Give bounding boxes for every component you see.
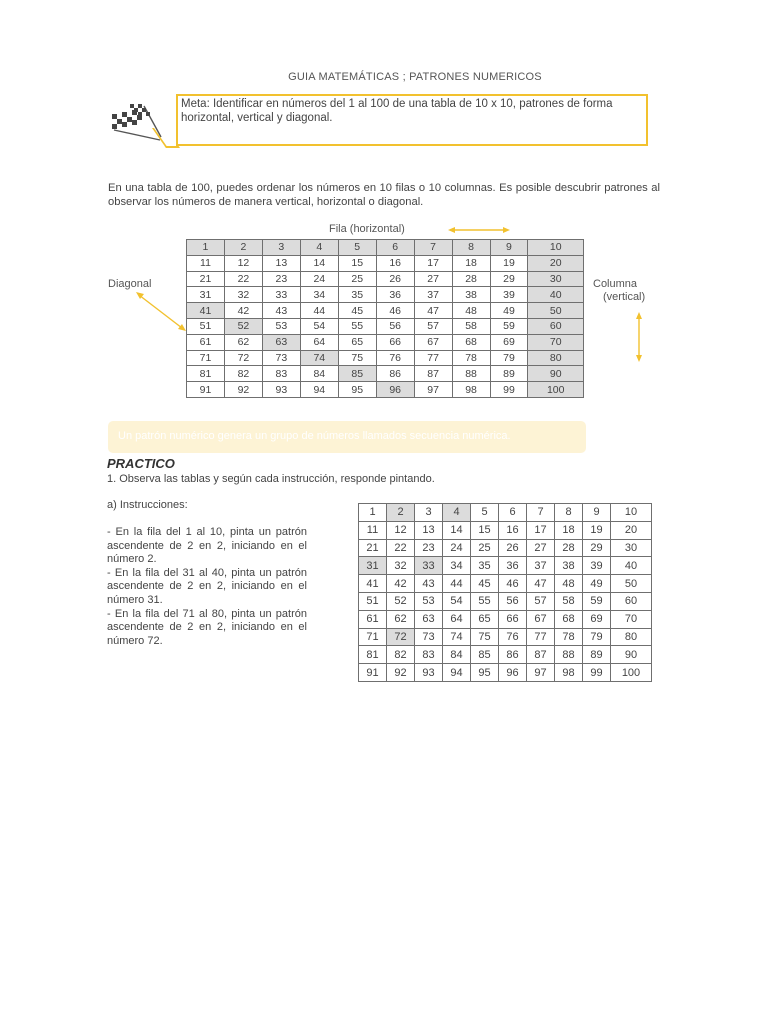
grid-cell: 68	[452, 334, 490, 350]
grid-cell: 80	[528, 350, 584, 366]
grid-cell: 13	[415, 521, 443, 539]
grid-cell: 92	[224, 382, 262, 398]
grid-cell: 96	[499, 664, 527, 682]
grid-row	[359, 592, 652, 610]
grid-cell: 22	[387, 539, 415, 557]
grid-cell: 39	[583, 557, 611, 575]
grid-cell: 62	[387, 610, 415, 628]
grid-cell: 80	[611, 628, 652, 646]
grid-cell: 90	[528, 366, 584, 382]
grid-cell: 56	[376, 318, 414, 334]
grid-cell: 40	[528, 287, 584, 303]
grid-cell: 79	[583, 628, 611, 646]
grid-cell: 72	[387, 628, 415, 646]
grid-cell: 91	[359, 664, 387, 682]
grid-cell: 16	[376, 255, 414, 271]
grid-cell: 22	[224, 271, 262, 287]
grid-cell: 87	[527, 646, 555, 664]
grid-cell: 76	[376, 350, 414, 366]
grid-row	[359, 521, 652, 539]
grid-cell: 27	[414, 271, 452, 287]
grid-row	[359, 646, 652, 664]
grid-cell: 13	[262, 255, 300, 271]
grid-cell: 82	[387, 646, 415, 664]
grid-cell: 29	[583, 539, 611, 557]
grid-cell: 7	[414, 240, 452, 256]
grid-cell: 70	[528, 334, 584, 350]
grid-cell: 63	[415, 610, 443, 628]
grid-cell: 98	[452, 382, 490, 398]
grid-cell: 92	[387, 664, 415, 682]
grid-cell: 7	[527, 504, 555, 522]
grid-cell: 77	[527, 628, 555, 646]
grid-cell: 15	[338, 255, 376, 271]
grid-cell: 55	[471, 592, 499, 610]
instructions-label: a) Instrucciones:	[107, 499, 188, 511]
grid-cell: 5	[338, 240, 376, 256]
grid-cell: 8	[452, 240, 490, 256]
grid-cell: 24	[300, 271, 338, 287]
grid-cell: 8	[555, 504, 583, 522]
grid-cell: 42	[224, 303, 262, 319]
grid-cell: 38	[452, 287, 490, 303]
grid-cell: 55	[338, 318, 376, 334]
grid-cell: 10	[528, 240, 584, 256]
grid-cell: 18	[555, 521, 583, 539]
goal-text	[178, 98, 640, 125]
grid-cell: 53	[262, 318, 300, 334]
grid-cell: 1	[187, 240, 225, 256]
grid-cell: 48	[555, 575, 583, 593]
callout-text: Un patrón numérico genera un grupo de números llamados secuencia numérica.	[118, 430, 511, 442]
grid-cell: 94	[300, 382, 338, 398]
column-label	[593, 278, 645, 304]
grid-cell: 44	[443, 575, 471, 593]
grid-cell: 34	[300, 287, 338, 303]
grid-cell: 26	[499, 539, 527, 557]
grid-cell: 14	[300, 255, 338, 271]
grid-cell: 19	[583, 521, 611, 539]
grid-cell: 11	[187, 255, 225, 271]
grid-row	[187, 334, 584, 350]
grid-cell: 5	[471, 504, 499, 522]
practice-title: PRACTICO	[107, 456, 175, 471]
grid-cell: 33	[415, 557, 443, 575]
grid-cell: 26	[376, 271, 414, 287]
grid-cell: 18	[452, 255, 490, 271]
grid-row	[187, 366, 584, 382]
vertical-arrow-icon	[633, 312, 645, 362]
grid-cell: 83	[262, 366, 300, 382]
grid-cell: 12	[224, 255, 262, 271]
grid-cell: 93	[262, 382, 300, 398]
grid-cell: 75	[471, 628, 499, 646]
grid-cell: 37	[414, 287, 452, 303]
grid-cell: 89	[583, 646, 611, 664]
grid-cell: 72	[224, 350, 262, 366]
grid-cell: 16	[499, 521, 527, 539]
grid-cell: 81	[187, 366, 225, 382]
grid-row	[187, 240, 584, 256]
grid-cell: 65	[471, 610, 499, 628]
grid-cell: 3	[262, 240, 300, 256]
grid-cell: 20	[611, 521, 652, 539]
grid-cell: 98	[555, 664, 583, 682]
grid-cell: 61	[187, 334, 225, 350]
grid-cell: 32	[387, 557, 415, 575]
grid-cell: 43	[262, 303, 300, 319]
grid-cell: 100	[528, 382, 584, 398]
grid-cell: 88	[555, 646, 583, 664]
grid-cell: 2	[224, 240, 262, 256]
grid-cell: 17	[527, 521, 555, 539]
grid-cell: 24	[443, 539, 471, 557]
grid-cell: 36	[499, 557, 527, 575]
grid-cell: 50	[611, 575, 652, 593]
goal-line-2: horizontal, vertical y diagonal.	[181, 111, 333, 124]
grid-cell: 45	[338, 303, 376, 319]
grid-row	[187, 303, 584, 319]
grid-cell: 95	[471, 664, 499, 682]
grid-cell: 40	[611, 557, 652, 575]
grid-cell: 31	[359, 557, 387, 575]
document-title: GUIA MATEMÁTICAS ; PATRONES NUMERICOS	[288, 71, 542, 83]
grid-cell: 27	[527, 539, 555, 557]
grid-cell: 47	[527, 575, 555, 593]
grid-cell: 49	[583, 575, 611, 593]
grid-cell: 28	[452, 271, 490, 287]
grid-cell: 67	[527, 610, 555, 628]
grid-cell: 70	[611, 610, 652, 628]
grid-cell: 100	[611, 664, 652, 682]
intro-paragraph: En una tabla de 100, puedes ordenar los números en 10 filas o 10 columnas. Es posible descubrir patrones al observar los números de manera vertical, horizontal o diagonal.	[108, 182, 660, 208]
grid-cell: 43	[415, 575, 443, 593]
grid-row	[359, 610, 652, 628]
grid-cell: 54	[300, 318, 338, 334]
grid-cell: 51	[187, 318, 225, 334]
grid-cell: 28	[555, 539, 583, 557]
grid-cell: 52	[224, 318, 262, 334]
grid-cell: 9	[583, 504, 611, 522]
grid-cell: 15	[471, 521, 499, 539]
grid-cell: 31	[187, 287, 225, 303]
grid-cell: 71	[187, 350, 225, 366]
grid-cell: 58	[555, 592, 583, 610]
grid-cell: 4	[300, 240, 338, 256]
grid-cell: 66	[499, 610, 527, 628]
grid-cell: 34	[443, 557, 471, 575]
grid-cell: 37	[527, 557, 555, 575]
grid-cell: 93	[415, 664, 443, 682]
grid-cell: 56	[499, 592, 527, 610]
grid-cell: 88	[452, 366, 490, 382]
grid-row	[187, 318, 584, 334]
grid-cell: 19	[490, 255, 528, 271]
grid-cell: 29	[490, 271, 528, 287]
grid-cell: 79	[490, 350, 528, 366]
grid-cell: 74	[300, 350, 338, 366]
grid-row	[359, 539, 652, 557]
grid-cell: 2	[387, 504, 415, 522]
grid-cell: 94	[443, 664, 471, 682]
grid-cell: 46	[376, 303, 414, 319]
grid-cell: 30	[528, 271, 584, 287]
grid-cell: 86	[376, 366, 414, 382]
grid-cell: 53	[415, 592, 443, 610]
grid-cell: 78	[452, 350, 490, 366]
grid-row	[359, 664, 652, 682]
example-number-grid	[186, 239, 584, 398]
grid-cell: 63	[262, 334, 300, 350]
grid-row	[187, 287, 584, 303]
grid-cell: 36	[376, 287, 414, 303]
grid-cell: 30	[611, 539, 652, 557]
instruction-item: - En la fila del 31 al 40, pinta un patrón ascendente de 2 en 2, iniciando en el número 31.	[107, 566, 307, 606]
grid-cell: 68	[555, 610, 583, 628]
grid-cell: 67	[414, 334, 452, 350]
grid-cell: 41	[187, 303, 225, 319]
grid-cell: 21	[359, 539, 387, 557]
grid-cell: 73	[415, 628, 443, 646]
grid-row	[359, 628, 652, 646]
grid-cell: 65	[338, 334, 376, 350]
grid-cell: 44	[300, 303, 338, 319]
grid-cell: 25	[471, 539, 499, 557]
grid-cell: 11	[359, 521, 387, 539]
grid-cell: 95	[338, 382, 376, 398]
grid-cell: 50	[528, 303, 584, 319]
grid-cell: 84	[443, 646, 471, 664]
practice-instruction: 1. Observa las tablas y según cada instrucción, responde pintando.	[107, 473, 435, 485]
instruction-item: - En la fila del 71 al 80, pinta un patrón ascendente de 2 en 2, iniciando en el número 72.	[107, 607, 307, 647]
grid-cell: 61	[359, 610, 387, 628]
grid-cell: 77	[414, 350, 452, 366]
grid-cell: 25	[338, 271, 376, 287]
grid-row	[187, 255, 584, 271]
grid-cell: 51	[359, 592, 387, 610]
grid-cell: 78	[555, 628, 583, 646]
grid-cell: 60	[611, 592, 652, 610]
grid-cell: 35	[338, 287, 376, 303]
grid-cell: 39	[490, 287, 528, 303]
grid-row	[359, 504, 652, 522]
grid-cell: 74	[443, 628, 471, 646]
grid-cell: 64	[443, 610, 471, 628]
grid-cell: 86	[499, 646, 527, 664]
grid-cell: 6	[499, 504, 527, 522]
grid-cell: 20	[528, 255, 584, 271]
grid-cell: 14	[443, 521, 471, 539]
grid-cell: 57	[527, 592, 555, 610]
grid-cell: 32	[224, 287, 262, 303]
grid-cell: 87	[414, 366, 452, 382]
grid-cell: 75	[338, 350, 376, 366]
grid-row	[187, 271, 584, 287]
grid-cell: 96	[376, 382, 414, 398]
grid-cell: 10	[611, 504, 652, 522]
column-label-line-1: Columna	[593, 278, 638, 290]
instructions-list	[107, 526, 307, 648]
grid-row	[187, 382, 584, 398]
goal-line-1: Meta: Identificar en números del 1 al 100 de una tabla de 10 x 10, patrones de forma	[181, 98, 613, 110]
grid-cell: 83	[415, 646, 443, 664]
grid-cell: 99	[490, 382, 528, 398]
grid-cell: 12	[387, 521, 415, 539]
grid-cell: 23	[415, 539, 443, 557]
grid-cell: 21	[187, 271, 225, 287]
grid-cell: 6	[376, 240, 414, 256]
grid-cell: 17	[414, 255, 452, 271]
grid-cell: 62	[224, 334, 262, 350]
grid-cell: 71	[359, 628, 387, 646]
grid-cell: 41	[359, 575, 387, 593]
grid-cell: 85	[471, 646, 499, 664]
grid-cell: 60	[528, 318, 584, 334]
goal-box	[176, 94, 648, 146]
grid-cell: 97	[414, 382, 452, 398]
grid-cell: 91	[187, 382, 225, 398]
practice-number-grid	[358, 503, 652, 682]
grid-cell: 57	[414, 318, 452, 334]
grid-cell: 59	[490, 318, 528, 334]
grid-cell: 33	[262, 287, 300, 303]
grid-cell: 69	[490, 334, 528, 350]
grid-cell: 23	[262, 271, 300, 287]
column-label-line-2: (vertical)	[603, 291, 646, 303]
grid-cell: 97	[527, 664, 555, 682]
grid-cell: 4	[443, 504, 471, 522]
row-label: Fila (horizontal)	[329, 223, 405, 235]
diagonal-label: Diagonal	[108, 278, 152, 290]
checkered-flag-icon	[108, 100, 164, 142]
grid-cell: 73	[262, 350, 300, 366]
grid-cell: 89	[490, 366, 528, 382]
grid-cell: 1	[359, 504, 387, 522]
grid-cell: 38	[555, 557, 583, 575]
grid-cell: 84	[300, 366, 338, 382]
instruction-item: - En la fila del 1 al 10, pinta un patrón ascendente de 2 en 2, iniciando en el número 2.	[107, 526, 307, 566]
grid-cell: 45	[471, 575, 499, 593]
grid-cell: 64	[300, 334, 338, 350]
grid-cell: 9	[490, 240, 528, 256]
grid-cell: 42	[387, 575, 415, 593]
grid-cell: 52	[387, 592, 415, 610]
grid-cell: 49	[490, 303, 528, 319]
grid-row	[359, 575, 652, 593]
grid-cell: 76	[499, 628, 527, 646]
grid-cell: 47	[414, 303, 452, 319]
grid-cell: 58	[452, 318, 490, 334]
grid-cell: 66	[376, 334, 414, 350]
grid-cell: 69	[583, 610, 611, 628]
diagonal-arrow-icon	[136, 292, 186, 332]
grid-row	[359, 557, 652, 575]
horizontal-arrow-icon	[448, 224, 510, 236]
grid-cell: 54	[443, 592, 471, 610]
grid-cell: 85	[338, 366, 376, 382]
grid-cell: 35	[471, 557, 499, 575]
grid-cell: 48	[452, 303, 490, 319]
grid-cell: 90	[611, 646, 652, 664]
grid-cell: 3	[415, 504, 443, 522]
grid-cell: 59	[583, 592, 611, 610]
grid-cell: 81	[359, 646, 387, 664]
grid-row	[187, 350, 584, 366]
grid-cell: 46	[499, 575, 527, 593]
grid-cell: 99	[583, 664, 611, 682]
grid-cell: 82	[224, 366, 262, 382]
